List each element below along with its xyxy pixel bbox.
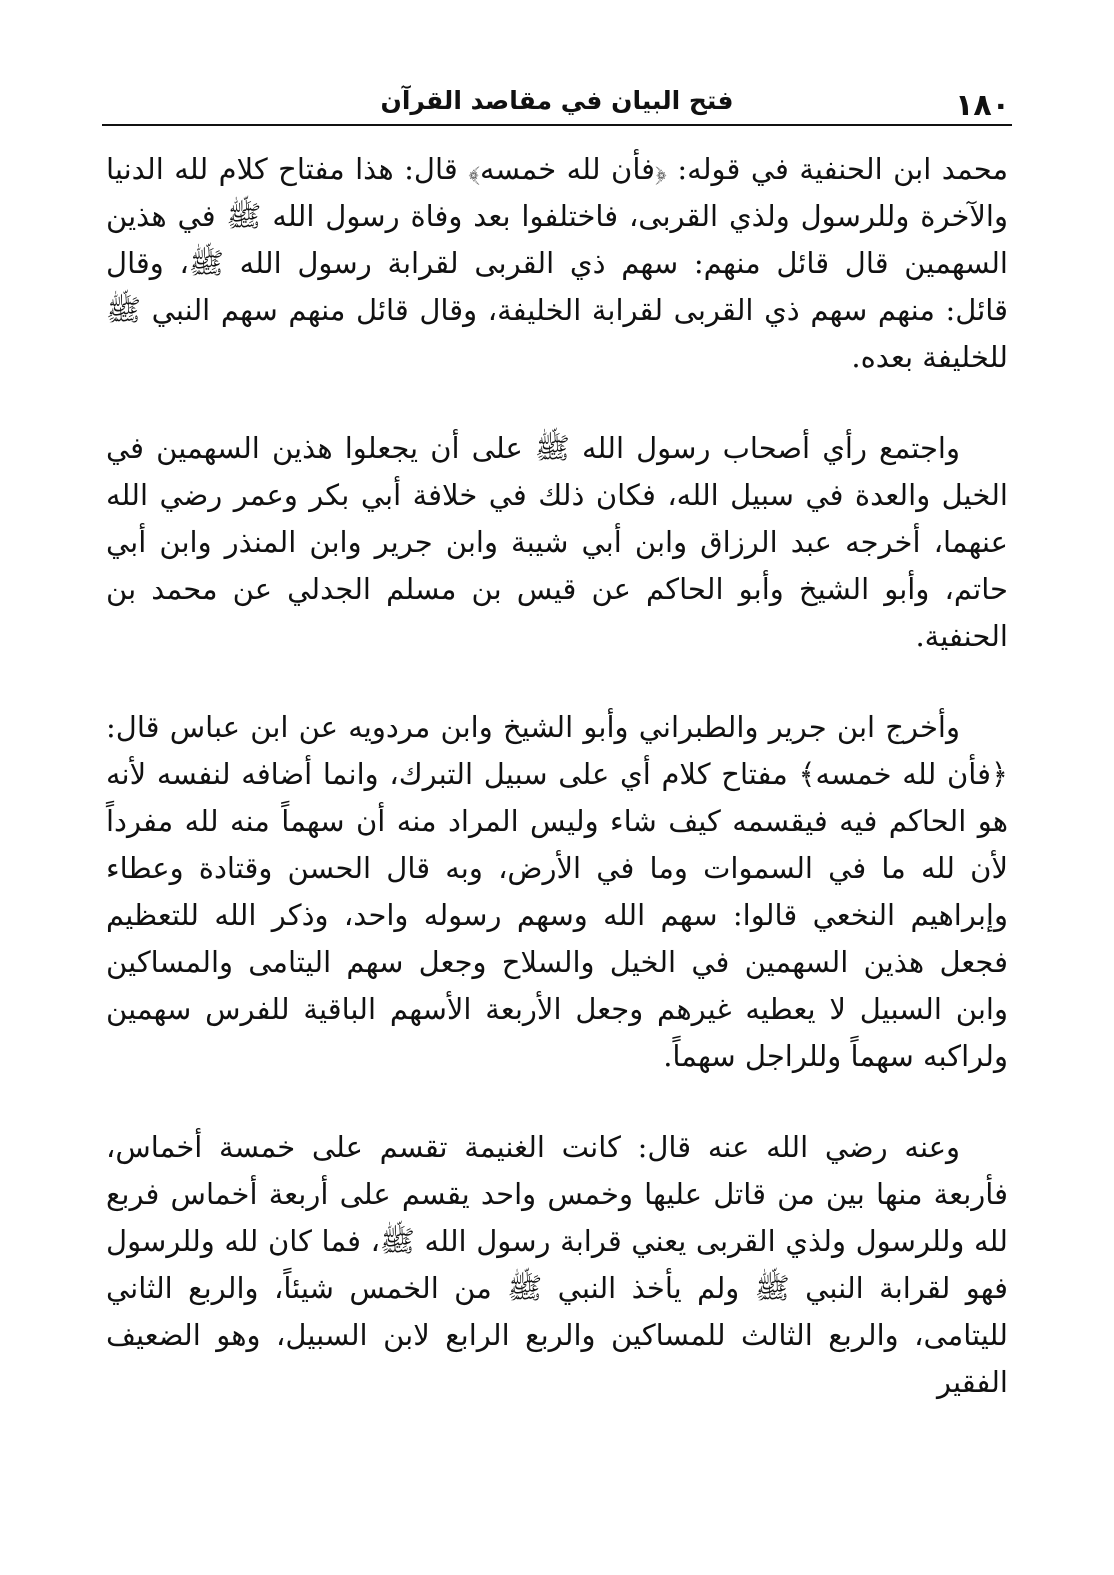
page-header	[102, 74, 1012, 126]
page-number: ١٨٠	[955, 88, 1010, 123]
running-title: فتح البيان في مقاصد القرآن	[380, 86, 734, 115]
body-text	[106, 146, 1008, 1406]
paragraph-2: واجتمع رأي أصحاب رسول الله ﷺ على أن يجعلوا هذين السهمين في الخيل والعدة في سبيل الله، فكان ذلك في خلافة أبي بكر وعمر رضي الله عنهما، أخرجه عبد الرزاق وابن أبي شيبة وابن جرير وابن المنذر وابن أبي حاتم، وأبو الشيخ وأبو الحاكم عن قيس بن مسلم الجدلي عن محمد بن الحنفية.	[106, 431, 1008, 653]
paragraph-3: وأخرج ابن جرير والطبراني وأبو الشيخ وابن مردويه عن ابن عباس قال: ﴿فأن لله خمسه﴾ مفتاح كلام أي على سبيل التبرك، وانما أضافه لنفسه لأنه هو الحاكم فيه فيقسمه كيف شاء وليس المراد منه أن سهماً منه لله مفرداً لأن لله ما في السموات وما في الأرض، وبه قال الحسن وقتادة وعطاء وإبراهيم النخعي قالوا: سهم الله وسهم رسوله واحد، وذكر الله للتعظيم فجعل هذين السهمين في الخيل والسلاح وجعل سهم اليتامى والمساكين وابن السبيل لا يعطيه غيرهم وجعل الأربعة الأسهم الباقية للفرس سهمين ولراكبه سهماً وللراجل سهماً.	[106, 710, 1008, 1073]
paragraph-1: محمد ابن الحنفية في قوله: ﴿فأن لله خمسه﴾ قال: هذا مفتاح كلام لله الدنيا والآخرة وللرسول ولذي القربى، فاختلفوا بعد وفاة رسول الله ﷺ في هذين السهمين قال قائل منهم: سهم ذي القربى لقرابة رسول الله ﷺ، وقال قائل: منهم سهم ذي القربى لقرابة الخليفة، وقال قائل منهم سهم النبي ﷺ للخليفة بعده.	[106, 152, 1008, 374]
paragraph-4: وعنه رضي الله عنه قال: كانت الغنيمة تقسم على خمسة أخماس، فأربعة منها بين من قاتل عليها وخمس واحد يقسم على أربعة أخماس فربع لله وللرسول ولذي القربى يعني قرابة رسول الله ﷺ، فما كان لله وللرسول فهو لقرابة النبي ﷺ ولم يأخذ النبي ﷺ من الخمس شيئاً، والربع الثاني لليتامى، والربع الثالث للمساكين والربع الرابع لابن السبيل، وهو الضعيف الفقير	[106, 1130, 1008, 1399]
